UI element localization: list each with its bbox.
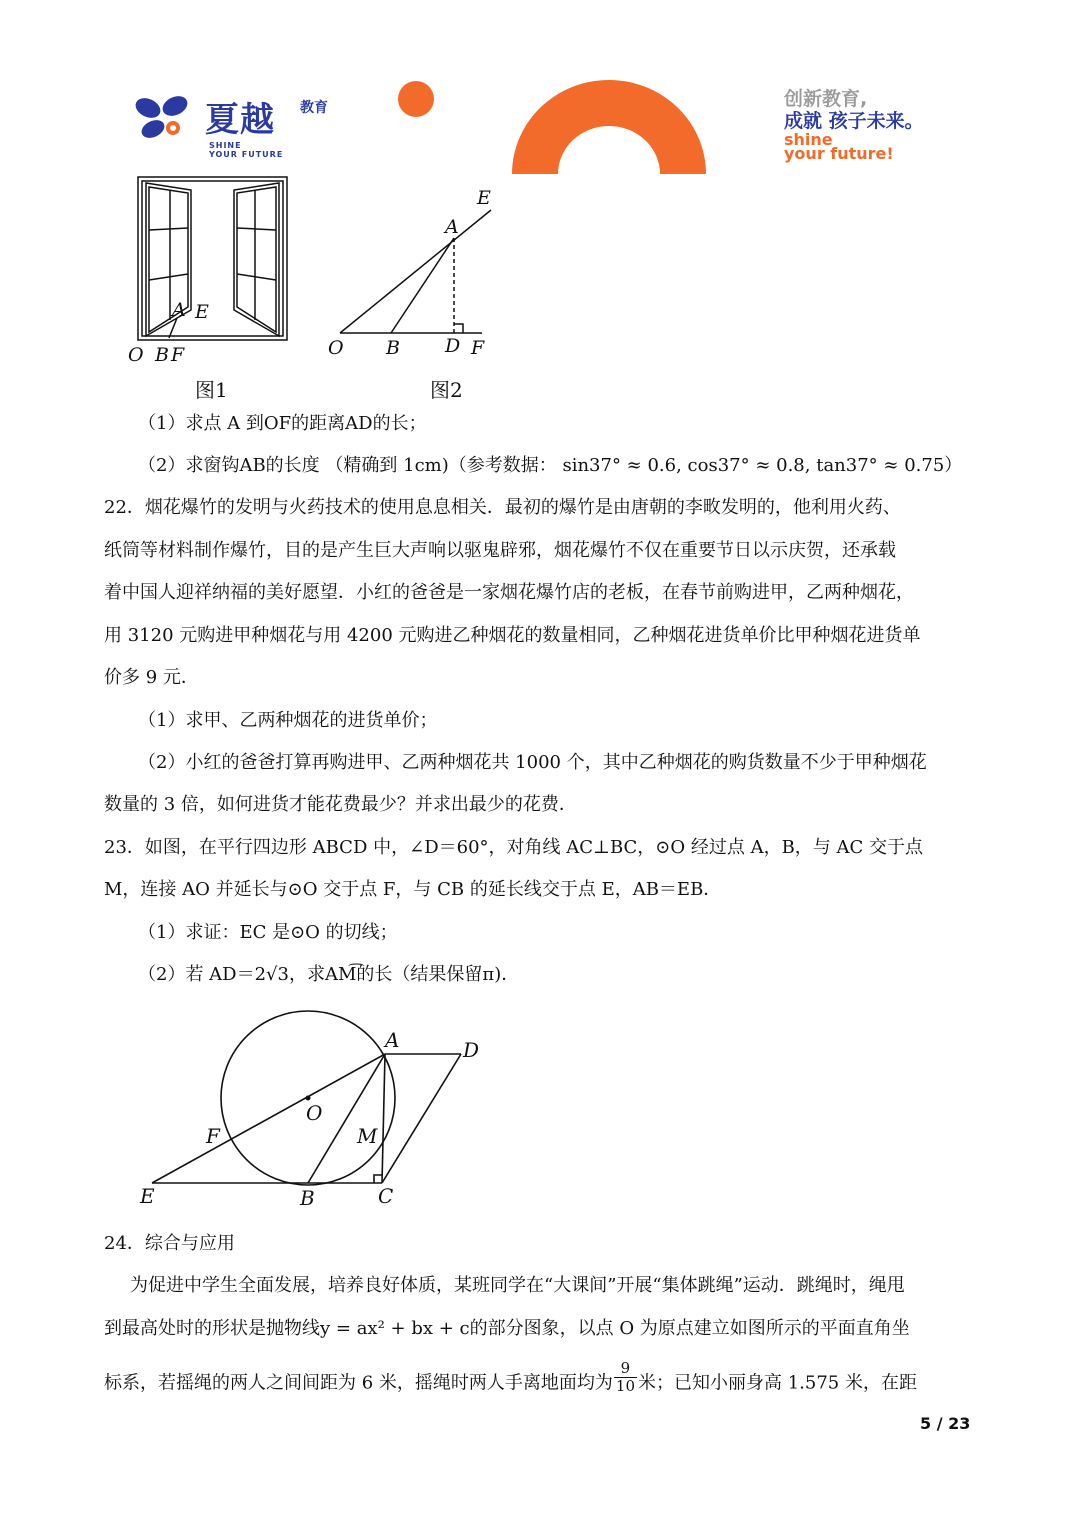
fig1-label-A: A bbox=[172, 299, 186, 321]
q22-line-5: 价多 9 元． bbox=[104, 667, 199, 688]
q22-line-4: 用 3120 元购进甲种烟花与用 4200 元购进乙种烟花的数量相同，乙种烟花进货单价比甲种烟花进货单 bbox=[104, 625, 921, 646]
slogan-line-1: 创新教育, bbox=[784, 88, 868, 110]
header bbox=[0, 0, 1080, 175]
q24-title: 24．综合与应用 bbox=[104, 1233, 235, 1254]
figure-q23-parallelogram-circle bbox=[130, 1005, 500, 1220]
q24-line-3-part-b: 米；已知小丽身高 1.575 米，在距 bbox=[638, 1372, 917, 1394]
logo-english-1: SHINE bbox=[209, 141, 242, 150]
q23-label-M: M bbox=[357, 1124, 378, 1148]
fig1-label-E: E bbox=[195, 301, 209, 323]
q22-part-2-line-1: （2）小红的爸爸打算再购进甲、乙两种烟花共 1000 个，其中乙种烟花的购货数量不少于甲种烟花 bbox=[138, 752, 927, 773]
logo-flower-icon bbox=[133, 96, 193, 140]
q21-part-1: （1）求点 A 到OF的距离AD的长； bbox=[138, 413, 427, 434]
page-number: 5 / 23 bbox=[920, 1414, 971, 1433]
q24-fraction bbox=[614, 1360, 637, 1395]
q24-line-3 bbox=[104, 1359, 917, 1401]
fig2-label-B: B bbox=[386, 337, 400, 359]
logo-english-2: YOUR FUTURE bbox=[209, 150, 284, 159]
q24-fraction-denominator: 10 bbox=[615, 1377, 635, 1395]
slogan-line-4: your future! bbox=[784, 144, 894, 163]
slogan-line-3: shine bbox=[784, 130, 833, 149]
fig2-label-E: E bbox=[477, 187, 491, 209]
q24-line-1: 为促进中学生全面发展，培养良好体质，某班同学在“大课间”开展“集体跳绳”运动．跳绳时，绳甩 bbox=[130, 1275, 905, 1296]
q22-part-2-line-2: 数量的 3 倍，如何进货才能花费最少？并求出最少的花费． bbox=[104, 794, 577, 815]
q22-line-2: 纸筒等材料制作爆竹，目的是产生巨大声响以驱鬼辟邪，烟花爆竹不仅在重要节日以示庆贺，还承载 bbox=[104, 540, 896, 561]
logo-title: 夏越 bbox=[205, 100, 275, 140]
q23-part-2: （2）若 AD＝2√3，求AM͡的长（结果保留π)． bbox=[138, 964, 520, 985]
figure-1-window bbox=[125, 170, 295, 370]
figure-2-caption: 图2 bbox=[430, 378, 463, 402]
q23-part-1: （1）求证：EC 是⊙O 的切线； bbox=[138, 922, 398, 943]
q23-label-C: C bbox=[378, 1184, 394, 1208]
fig1-label-B: B bbox=[155, 344, 169, 366]
fig1-label-F: F bbox=[171, 344, 185, 366]
q24-fraction-numerator: 9 bbox=[614, 1360, 637, 1378]
fig1-label-O: O bbox=[128, 344, 144, 366]
slogan-line-2: 成就 孩子未来。 bbox=[784, 110, 924, 132]
q23-line-1: 23．如图，在平行四边形 ABCD 中，∠D＝60°，对角线 AC⊥BC，⊙O 经过点 A，B，与 AC 交于点 bbox=[104, 837, 924, 858]
fig2-label-A: A bbox=[445, 216, 459, 238]
decorative-arch-graphic bbox=[390, 80, 720, 176]
q23-label-O: O bbox=[306, 1101, 323, 1125]
fig2-label-D: D bbox=[445, 335, 461, 357]
q23-label-E: E bbox=[140, 1184, 155, 1208]
fig2-label-F: F bbox=[471, 337, 485, 359]
q22-line-3: 着中国人迎祥纳福的美好愿望．小红的爸爸是一家烟花爆竹店的老板，在春节前购进甲，乙两种烟花， bbox=[104, 582, 914, 603]
figure-2-triangle bbox=[320, 180, 500, 360]
logo-subtitle: 教育 bbox=[300, 100, 328, 116]
q24-line-2: 到最高处时的形状是抛物线y = ax² + bx + c的部分图象，以点 O 为原点建立如图所示的平面直角坐 bbox=[104, 1318, 910, 1339]
q24-line-3-part-a: 标系，若摇绳的两人之间间距为 6 米，摇绳时两人手离地面均为 bbox=[104, 1372, 613, 1394]
q23-label-B: B bbox=[300, 1186, 315, 1210]
q21-part-2: （2）求窗钩AB的长度 （精确到 1cm)（参考数据： sin37° ≈ 0.6, cos37° ≈ 0.8, tan37° ≈ 0.75） bbox=[138, 455, 963, 476]
q23-label-F: F bbox=[206, 1124, 220, 1148]
q22-part-1: （1）求甲、乙两种烟花的进货单价； bbox=[138, 710, 438, 731]
fig2-label-O: O bbox=[328, 337, 344, 359]
q23-label-D: D bbox=[463, 1038, 480, 1062]
q23-line-2: M，连接 AO 并延长与⊙O 交于点 F，与 CB 的延长线交于点 E，AB＝EB． bbox=[104, 879, 722, 900]
q22-line-1: 22．烟花爆竹的发明与火药技术的使用息息相关．最初的爆竹是由唐朝的李畋发明的，他利用火药、 bbox=[104, 497, 901, 518]
figure-1-caption: 图1 bbox=[195, 378, 228, 402]
q23-label-A: A bbox=[385, 1028, 400, 1052]
